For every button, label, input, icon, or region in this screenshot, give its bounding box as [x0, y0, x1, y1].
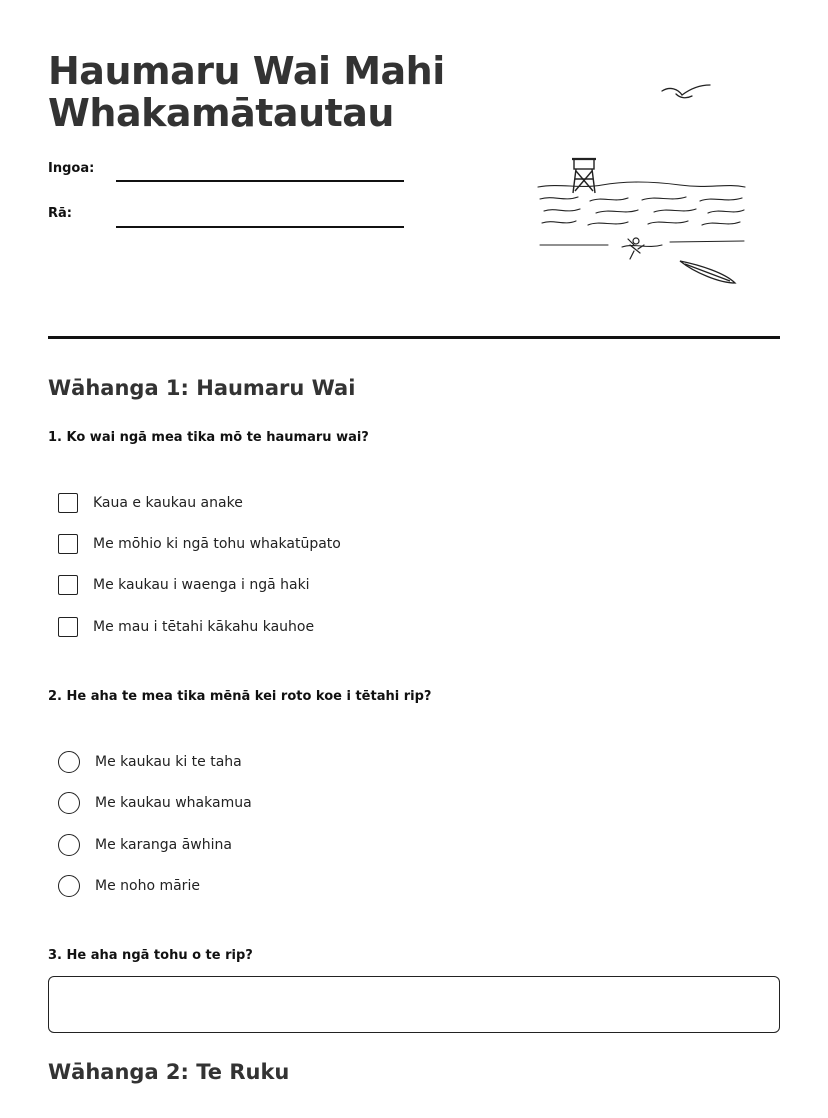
radio-button[interactable]	[58, 751, 80, 773]
page-title-line-1: Haumaru Wai Mahi	[48, 49, 445, 93]
page-title	[48, 50, 445, 134]
section-2-title: Wāhanga 2: Te Ruku	[48, 1060, 290, 1084]
radio-button[interactable]	[58, 875, 80, 897]
radio-label: Me kaukau whakamua	[95, 795, 252, 811]
radio-option[interactable]	[58, 750, 242, 774]
radio-label: Me noho mārie	[95, 878, 200, 894]
seagull-icon	[662, 85, 710, 98]
name-field[interactable]	[116, 180, 404, 182]
waves-icon	[538, 182, 745, 247]
checkbox-option[interactable]	[58, 615, 314, 639]
question-2: 2. He aha te mea tika mēnā kei roto koe i tētahi rip?	[48, 689, 432, 704]
checkbox-label: Me mau i tētahi kākahu kauhoe	[93, 619, 315, 635]
checkbox-option[interactable]	[58, 532, 341, 556]
checkbox-option[interactable]	[58, 491, 243, 515]
answer-textbox[interactable]	[48, 976, 780, 1033]
radio-label: Me kaukau ki te taha	[95, 754, 242, 770]
radio-option[interactable]	[58, 791, 252, 815]
radio-button[interactable]	[58, 792, 80, 814]
surfboard-icon	[680, 261, 735, 283]
name-label: Ingoa:	[48, 161, 95, 176]
swimmer-icon	[628, 238, 644, 259]
checkbox-label: Me mōhio ki ngā tohu whakatūpato	[93, 536, 341, 552]
checkbox[interactable]	[58, 534, 78, 554]
radio-button[interactable]	[58, 834, 80, 856]
question-1: 1. Ko wai ngā mea tika mō te haumaru wai?	[48, 430, 369, 445]
date-label: Rā:	[48, 206, 72, 221]
checkbox-option[interactable]	[58, 573, 310, 597]
question-3: 3. He aha ngā tohu o te rip?	[48, 948, 253, 963]
checkbox-label: Me kaukau i waenga i ngā haki	[93, 577, 310, 593]
header-divider	[48, 336, 780, 339]
checkbox-label: Kaua e kaukau anake	[93, 495, 243, 511]
checkbox[interactable]	[58, 493, 78, 513]
beach-illustration	[530, 75, 750, 295]
page-title-line-2: Whakamātautau	[48, 91, 394, 135]
radio-label: Me karanga āwhina	[95, 837, 232, 853]
lifeguard-tower-icon	[572, 159, 596, 193]
checkbox[interactable]	[58, 575, 78, 595]
radio-option[interactable]	[58, 833, 232, 857]
section-1-title: Wāhanga 1: Haumaru Wai	[48, 376, 356, 400]
checkbox[interactable]	[58, 617, 78, 637]
radio-option[interactable]	[58, 874, 200, 898]
date-field[interactable]	[116, 226, 404, 228]
